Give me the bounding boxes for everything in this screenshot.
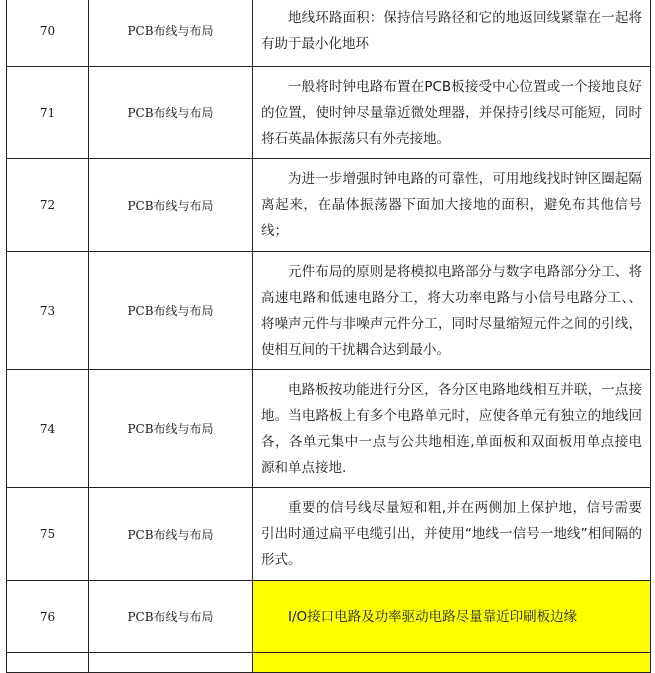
table-row: [7, 159, 651, 252]
row-category: PCB布线与布局: [89, 252, 253, 370]
row-number: 70: [7, 0, 89, 67]
requirements-table: [6, 0, 651, 673]
row-number-empty: [7, 653, 89, 673]
table-row: [7, 488, 651, 581]
row-number: 76: [7, 581, 89, 653]
row-description: 为进一步增强时钟电路的可靠性，可用地线找时钟区圈起隔离起来，在晶体振荡器下面加大接地的面积，避免布其他信号线；: [253, 159, 651, 252]
table-row-partial: [7, 653, 651, 673]
row-category: PCB布线与布局: [89, 67, 253, 159]
row-category: PCB布线与布局: [89, 581, 253, 653]
row-description: 电路板按功能进行分区，各分区电路地线相互并联，一点接地。当电路板上有多个电路单元时，应使各单元有独立的地线回各，各单元集中一点与公共地相连,单面板和双面板用单点接电源和单点接地.: [253, 370, 651, 488]
row-number: 72: [7, 159, 89, 252]
table-row: [7, 370, 651, 488]
row-number: 71: [7, 67, 89, 159]
row-category: PCB布线与布局: [89, 488, 253, 581]
row-category: PCB布线与布局: [89, 370, 253, 488]
row-description: 一般将时钟电路布置在PCB板接受中心位置或一个接地良好的位置，使时钟尽量靠近微处理器，并保持引线尽可能短，同时将石英晶体振荡只有外壳接地。: [253, 67, 651, 159]
row-category-empty: [89, 653, 253, 673]
row-number: 75: [7, 488, 89, 581]
row-description: 元件布局的原则是将模拟电路部分与数字电路部分分工、将高速电路和低速电路分工，将大功率电路与小信号电路分工、、将噪声元件与非噪声元件分工，同时尽量缩短元件之间的引线，使相互间的干扰耦合达到最小。: [253, 252, 651, 370]
row-description-highlighted: I/O接口电路及功率驱动电路尽量靠近印刷板边缘: [253, 581, 651, 653]
row-category: PCB布线与布局: [89, 0, 253, 67]
row-description: 重要的信号线尽量短和粗,并在两侧加上保护地，信号需要引出时通过扁平电缆引出，并使用“地线一信号一地线”相间隔的形式。: [253, 488, 651, 581]
table-row: [7, 0, 651, 67]
table-row: [7, 67, 651, 159]
row-number: 74: [7, 370, 89, 488]
table-row: [7, 252, 651, 370]
table-row: [7, 581, 651, 653]
row-description-empty: [253, 653, 651, 673]
row-category: PCB布线与布局: [89, 159, 253, 252]
row-description: 地线环路面积：保持信号路径和它的地返回线紧靠在一起将有助于最小化地环: [253, 0, 651, 67]
row-number: 73: [7, 252, 89, 370]
